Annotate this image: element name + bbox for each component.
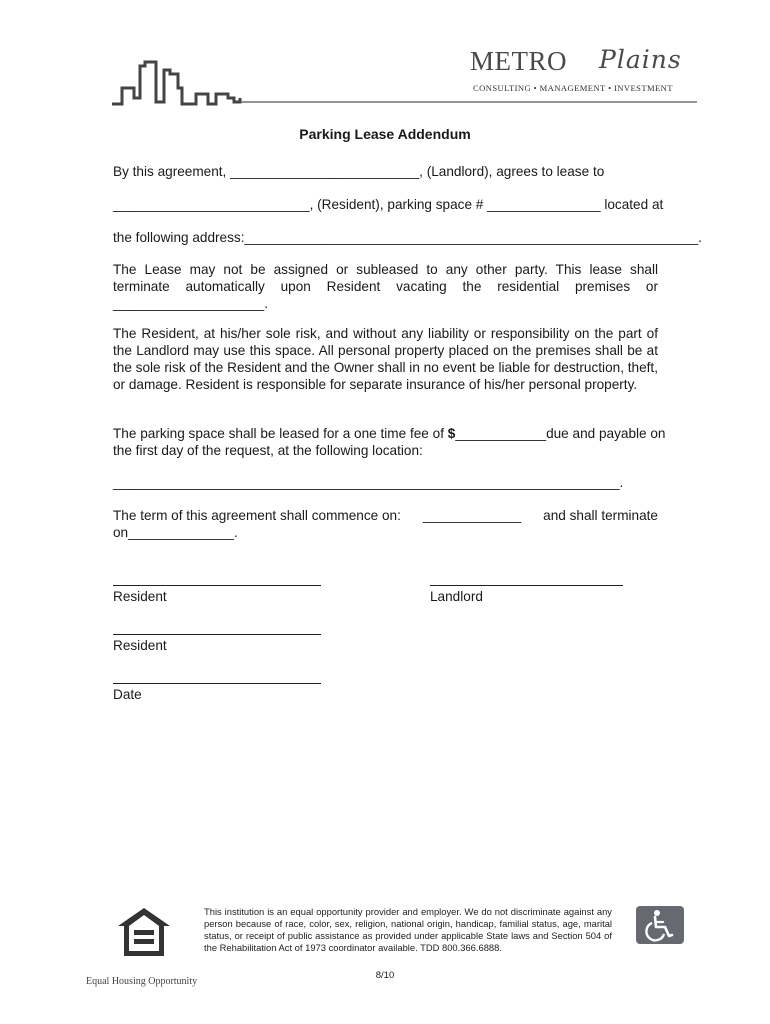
fee-line: [113, 425, 666, 442]
resident-label-1: Resident: [113, 589, 167, 604]
landlord-suffix: , (Landlord), agrees to lease to: [419, 164, 605, 179]
agreement-line: [113, 163, 604, 180]
address-suffix: .: [698, 230, 702, 245]
fee-suffix: due and payable on: [546, 426, 666, 441]
brand-logo: [470, 46, 700, 96]
fee-amount-blank[interactable]: ____________: [455, 426, 547, 441]
brand-tagline: CONSULTING • MANAGEMENT • INVESTMENT: [473, 83, 673, 93]
terminate-date-blank[interactable]: ______________: [128, 525, 234, 540]
brand-plains: Plains: [599, 45, 682, 74]
term-end-suffix: .: [233, 525, 238, 540]
address-label: the following address:: [113, 230, 245, 245]
location-line: [113, 474, 623, 491]
fee-dollar: $: [447, 426, 456, 441]
term-line: [113, 507, 658, 524]
commence-date-blank[interactable]: _____________: [422, 508, 522, 523]
risk-paragraph: The Resident, at his/her sole risk, and without any liability or responsibility on the part of the Landlord may use this space. All personal property placed on the premises shall be at the sole risk of the Resident and the Owner shall in no event be liable for destruction, theft, or damage. Resident is responsible for separate insurance of his/her personal property.: [113, 326, 658, 392]
resident-signature-line-1[interactable]: [113, 585, 321, 586]
located-at-label: located at: [604, 197, 664, 212]
brand-metro: METRO: [470, 46, 567, 76]
agreement-prefix: By this agreement,: [113, 164, 227, 179]
equal-housing-icon: [116, 906, 172, 958]
address-line: [113, 229, 702, 246]
document-title: Parking Lease Addendum: [299, 126, 471, 142]
assignment-paragraph: The Lease may not be assigned or subleased to any other party. This lease shall terminate automatically upon Resident vacating the residential premises or ____________________.: [113, 262, 658, 311]
location-suffix: .: [619, 475, 624, 490]
term-on-label: on: [113, 525, 129, 540]
term-prefix: The term of this agreement shall commence on:: [113, 508, 401, 523]
wheelchair-accessible-icon: [636, 906, 684, 944]
landlord-signature-line[interactable]: [430, 585, 623, 586]
address-blank[interactable]: ____________________________________________________________: [244, 230, 699, 245]
parking-space-label: , (Resident), parking space #: [309, 197, 484, 212]
landlord-label: Landlord: [430, 589, 483, 604]
resident-signature-line-2[interactable]: [113, 634, 321, 635]
page-number: 8/10: [375, 970, 395, 981]
fee-prefix: The parking space shall be leased for a one time fee of: [113, 426, 444, 441]
fee-line-2: the first day of the request, at the following location:: [113, 443, 423, 458]
resident-label-2: Resident: [113, 638, 167, 653]
resident-name-blank[interactable]: __________________________: [113, 197, 310, 212]
location-blank[interactable]: ___________________________________________________________________: [113, 475, 620, 490]
date-label: Date: [113, 687, 142, 702]
disclaimer-text: This institution is an equal opportunity provider and employer. We do not discriminate against any person because of race, color, sex, religion, national origin, handicap, familial status, age, marital status, or receipt of public assistance as provided under applicable State laws and Section 504 of the Rehabilitation Act of 1973 coordinator available. TDD 800.366.6888.: [204, 906, 612, 953]
resident-line: [113, 196, 663, 213]
term-suffix: and shall terminate: [543, 508, 658, 523]
date-signature-line[interactable]: [113, 683, 321, 684]
term-line-2: [113, 524, 238, 541]
landlord-name-blank[interactable]: _________________________: [230, 164, 420, 179]
parking-space-blank[interactable]: _______________: [487, 197, 601, 212]
equal-housing-text: Equal Housing Opportunity: [86, 976, 198, 987]
